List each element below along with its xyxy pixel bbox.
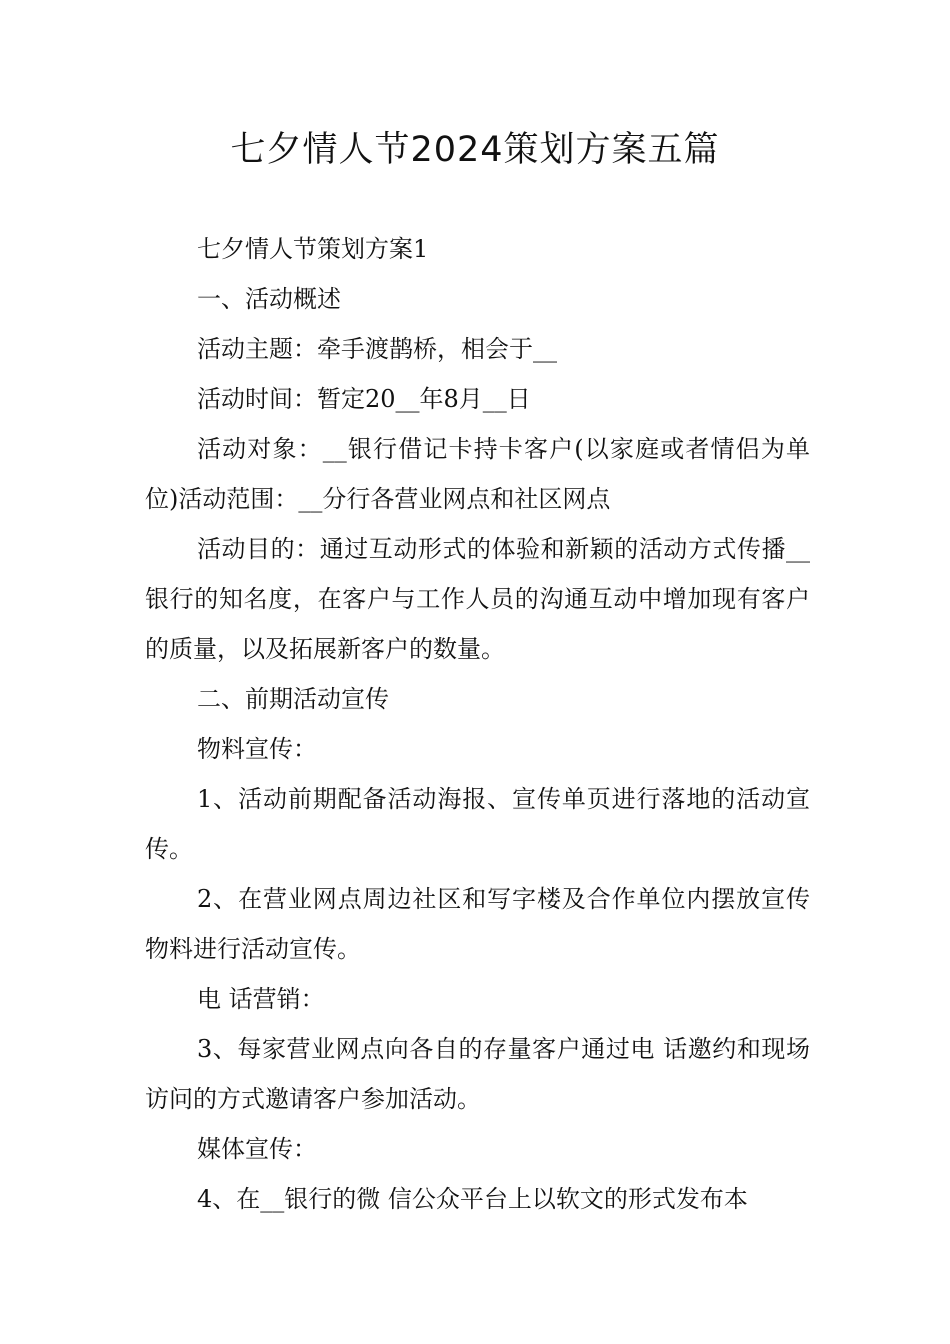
paragraph-material-promotion: 物料宣传： xyxy=(197,735,317,763)
paragraph-item-3: 3、每家营业网点向各自的存量客户通过电 话邀约和现场访问的方式邀请客户参加活动。 xyxy=(145,1035,810,1113)
document-body xyxy=(145,224,810,1224)
paragraph-section-overview: 一、活动概述 xyxy=(197,285,341,313)
paragraph-item-4: 4、在__银行的微 信公众平台上以软文的形式发布本 xyxy=(197,1185,748,1213)
paragraph-activity-theme: 活动主题：牵手渡鹊桥，相会于__ xyxy=(197,335,557,363)
paragraph-section-promotion: 二、前期活动宣传 xyxy=(197,685,389,713)
paragraph-media-promotion: 媒体宣传： xyxy=(197,1135,317,1163)
paragraph-plan-heading: 七夕情人节策划方案1 xyxy=(197,235,429,263)
paragraph-activity-time: 活动时间：暂定20__年8月__日 xyxy=(197,385,531,413)
paragraph-activity-target: 活动对象：__银行借记卡持卡客户(以家庭或者情侣为单位)活动范围：__分行各营业网点和社区网点 xyxy=(145,435,810,513)
paragraph-activity-goal: 活动目的：通过互动形式的体验和新颖的活动方式传播__银行的知名度，在客户与工作人员的沟通互动中增加现有客户的质量，以及拓展新客户的数量。 xyxy=(145,535,810,663)
paragraph-item-2: 2、在营业网点周边社区和写字楼及合作单位内摆放宣传物料进行活动宣传。 xyxy=(145,885,810,963)
paragraph-phone-marketing: 电 话营销： xyxy=(197,985,325,1013)
paragraph-item-1: 1、活动前期配备活动海报、宣传单页进行落地的活动宣传。 xyxy=(145,785,810,863)
document-title: 七夕情人节2024策划方案五篇 xyxy=(230,130,720,170)
